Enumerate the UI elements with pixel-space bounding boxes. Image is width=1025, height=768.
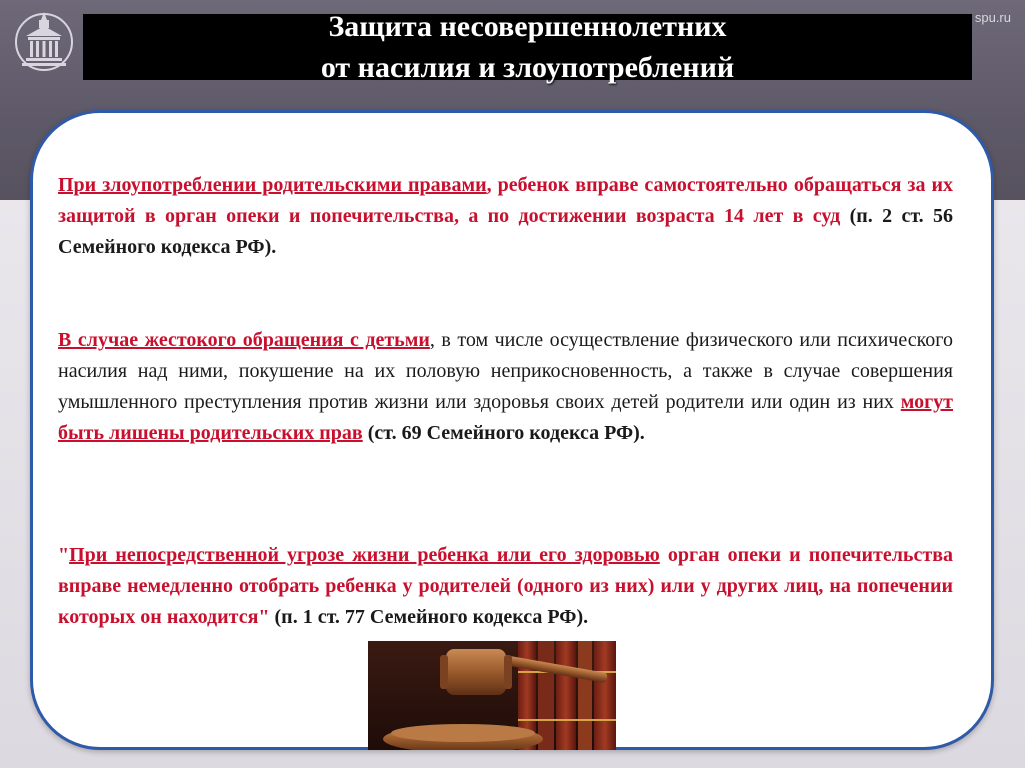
paragraph-cruel-treatment <box>58 325 953 449</box>
university-building-icon <box>12 6 76 76</box>
highlight-text: При злоупотреблении родительскими правами <box>58 174 487 196</box>
highlight-text: В случае жестокого обращения с детьми <box>58 329 430 351</box>
page-title <box>83 6 972 88</box>
law-reference: (п. 1 ст. 77 Семейного кодекса РФ). <box>269 606 589 628</box>
highlight-continuation: , ребенок вправе самостоятельно обращаться за их защитой в орган опеки и попечительства, а по достижении возраста 14 лет в суд <box>58 174 953 227</box>
highlight-text: При непосредственной угрозе жизни ребенка или его здоровью <box>69 544 660 566</box>
site-label: spu.ru <box>974 10 1011 25</box>
law-reference: (ст. 69 Семейного кодекса РФ). <box>362 422 645 444</box>
law-reference: (п. 2 ст. 56 Семейного кодекса РФ). <box>58 205 953 258</box>
highlight-continuation: орган опеки и попечительства вправе немедленно отобрать ребенка у родителей (одного из них) или у других лиц, на попечении которых он находится" <box>58 544 953 628</box>
body-text: , в том числе осуществление физического или психического насилия над ними, покушение на их половую неприкосновенность, а также в случае совершения умышленного преступления против жизни или здоровья своих детей родители или один из них <box>58 329 953 413</box>
paragraph-immediate-threat <box>58 540 953 633</box>
title-line-2: от насилия и злоупотреблений <box>320 51 735 84</box>
title-line-1: Защита несовершеннолетних <box>328 10 727 43</box>
paragraph-parental-abuse <box>58 170 953 263</box>
judge-gavel-icon <box>368 641 616 750</box>
highlight-text-2: могут быть лишены родительских прав <box>58 391 953 444</box>
quote-mark: " <box>58 544 70 566</box>
